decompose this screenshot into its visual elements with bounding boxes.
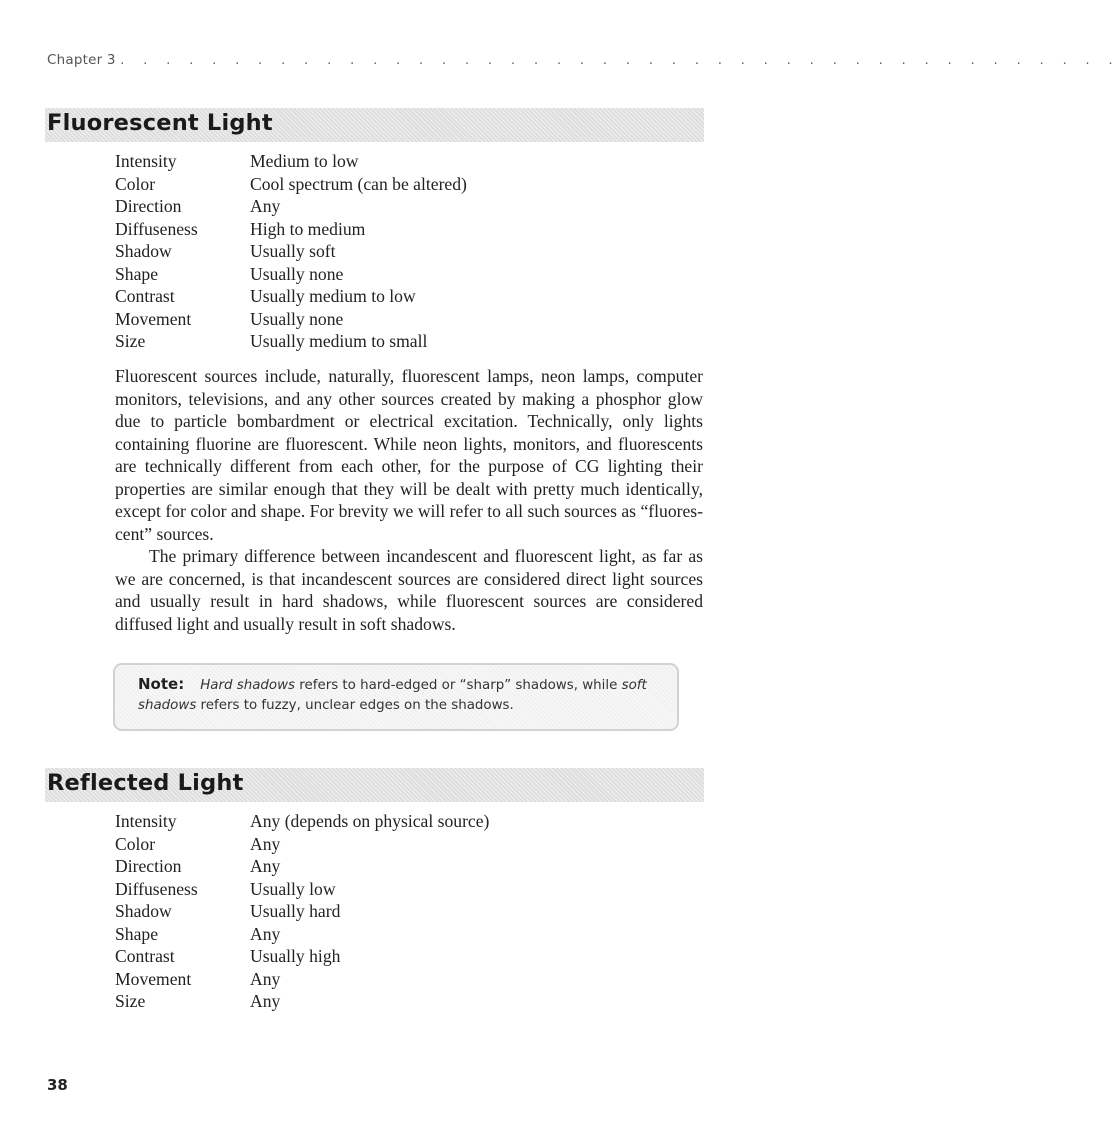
leader-dots: . . . . . . . . . . . . . . . . . . . . . . . . . . . . . . . . . . . . . . . . . . . . bbox=[120, 52, 1120, 68]
section-title: Reflected Light bbox=[47, 770, 244, 796]
property-value: Usually none bbox=[250, 308, 344, 329]
property-row bbox=[115, 833, 715, 856]
property-name: Contrast bbox=[115, 946, 175, 966]
property-row bbox=[115, 330, 715, 353]
page-number: 38 bbox=[47, 1076, 68, 1094]
property-row bbox=[115, 263, 715, 286]
property-name: Color bbox=[115, 173, 156, 194]
property-name: Shape bbox=[115, 923, 158, 944]
note-term: Hard shadows bbox=[200, 678, 296, 693]
property-row bbox=[115, 308, 715, 331]
note-body: refers to fuzzy, unclear edges on the shadows. bbox=[196, 697, 514, 713]
property-row bbox=[115, 195, 715, 218]
property-value: Usually none bbox=[250, 263, 344, 284]
property-name: Shadow bbox=[115, 901, 172, 921]
property-row bbox=[115, 900, 715, 923]
property-name: Contrast bbox=[115, 286, 175, 306]
property-value: Cool spectrum (can be altered) bbox=[250, 173, 467, 194]
property-row bbox=[115, 855, 715, 878]
property-name: Movement bbox=[115, 308, 192, 329]
section-heading-reflected bbox=[45, 768, 704, 802]
section-title: Fluorescent Light bbox=[47, 110, 273, 136]
property-value: Any bbox=[250, 833, 281, 854]
note-box bbox=[113, 663, 679, 731]
property-value: Any bbox=[250, 196, 281, 216]
property-row bbox=[115, 240, 715, 263]
property-name: Movement bbox=[115, 968, 192, 989]
property-row bbox=[115, 218, 715, 241]
property-value: Any bbox=[250, 923, 281, 944]
property-name: Direction bbox=[115, 856, 182, 876]
property-row bbox=[115, 150, 715, 173]
property-name: Diffuseness bbox=[115, 218, 198, 239]
property-value: Usually medium to low bbox=[250, 286, 416, 306]
property-value: Usually high bbox=[250, 946, 341, 966]
property-name: Intensity bbox=[115, 811, 177, 831]
property-value: Any bbox=[250, 856, 281, 876]
paragraph: The primary difference between incandescent and fluorescent light, as far as we are concerned, is that incandescent sources are considered direct light sources and usually result in hard shadows, while fluorescent sources are considered diffused light and usually result in soft shadows. bbox=[115, 546, 703, 634]
property-row bbox=[115, 285, 715, 308]
property-name: Intensity bbox=[115, 151, 177, 171]
running-head bbox=[47, 52, 1120, 68]
properties-table-reflected bbox=[115, 810, 715, 1013]
property-row bbox=[115, 878, 715, 901]
property-value: Usually soft bbox=[250, 241, 336, 261]
paragraph: Fluorescent sources include, naturally, fluorescent lamps, neon lamps, computer monitors, televisions, and any other sources created by making a phosphor glow due to particle bombardment or electrical excitation. Technically, only lights containing fluorine are fluorescent. While neon lights, monitors, and fluorescents are technically different from each other, for the purpose of CG lighting their properties are similar enough that they will be dealt with pretty much identically, except for color and shape. For brevity we will refer to all such sources as “fluorescent” sources. bbox=[115, 366, 703, 544]
property-name: Shape bbox=[115, 263, 158, 284]
property-name: Direction bbox=[115, 196, 182, 216]
note-label: Note: bbox=[138, 675, 185, 693]
property-value: Any (depends on physical source) bbox=[250, 811, 490, 831]
note-body: refers to hard-edged or “sharp” shadows, while bbox=[295, 678, 622, 693]
property-name: Size bbox=[115, 331, 146, 351]
property-value: Usually hard bbox=[250, 901, 341, 921]
property-value: Usually low bbox=[250, 878, 336, 899]
property-row bbox=[115, 810, 715, 833]
note-term: soft shadows bbox=[138, 678, 647, 713]
property-row bbox=[115, 173, 715, 196]
property-row bbox=[115, 990, 715, 1013]
chapter-label: Chapter 3 bbox=[47, 52, 116, 68]
properties-table-fluorescent bbox=[115, 150, 715, 353]
property-value: Any bbox=[250, 991, 281, 1011]
property-name: Diffuseness bbox=[115, 878, 198, 899]
property-name: Size bbox=[115, 991, 146, 1011]
property-row bbox=[115, 968, 715, 991]
note-text bbox=[138, 675, 658, 715]
property-value: Usually medium to small bbox=[250, 331, 428, 351]
property-name: Shadow bbox=[115, 241, 172, 261]
property-name: Color bbox=[115, 833, 156, 854]
property-row bbox=[115, 945, 715, 968]
property-value: Any bbox=[250, 968, 281, 989]
property-value: High to medium bbox=[250, 218, 366, 239]
property-value: Medium to low bbox=[250, 151, 359, 171]
property-row bbox=[115, 923, 715, 946]
section-heading-fluorescent bbox=[45, 108, 704, 142]
body-text bbox=[115, 365, 703, 635]
